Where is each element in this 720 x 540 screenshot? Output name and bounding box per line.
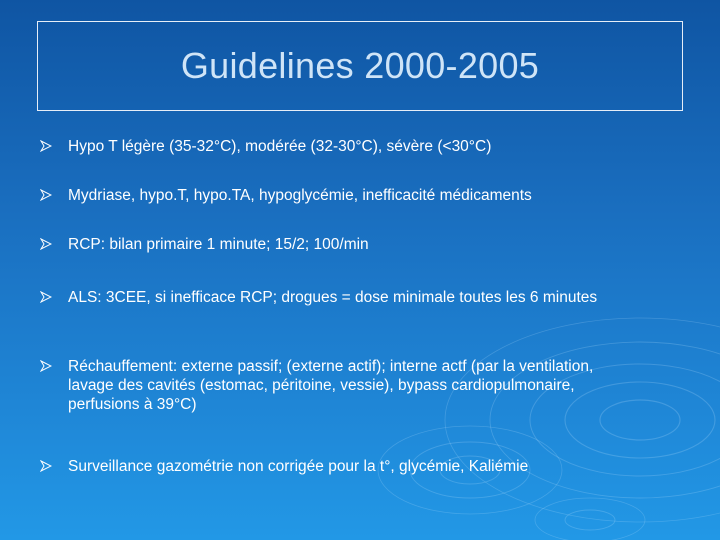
arrowhead-bullet-icon xyxy=(40,235,68,253)
bullet-item xyxy=(40,288,640,307)
bullet-text: Réchauffement: externe passif; (externe actif); interne actf (par la ventilation, lavage des cavités (estomac, péritoine, vessie), bypass cardiopulmonaire, perfusions à 39°C) xyxy=(68,358,594,413)
arrowhead-bullet-icon xyxy=(40,288,68,306)
bullet-text: Hypo T légère (35-32°C), modérée (32-30°C), sévère (<30°C) xyxy=(68,138,492,155)
bullet-item xyxy=(40,186,640,205)
bullet-text: Surveillance gazométrie non corrigée pour la t°, glycémie, Kaliémie xyxy=(68,458,529,475)
arrowhead-bullet-icon xyxy=(40,457,68,475)
arrowhead-bullet-icon xyxy=(40,137,68,155)
bullet-text: RCP: bilan primaire 1 minute; 15/2; 100/min xyxy=(68,236,369,253)
bullet-text: Mydriase, hypo.T, hypo.TA, hypoglycémie, inefficacité médicaments xyxy=(68,187,532,204)
bullet-item xyxy=(40,457,640,476)
bullet-item xyxy=(40,357,640,414)
slide-title: Guidelines 2000-2005 xyxy=(180,45,540,86)
bullet-item xyxy=(40,137,640,156)
arrowhead-bullet-icon xyxy=(40,357,68,375)
arrowhead-bullet-icon xyxy=(40,186,68,204)
bullet-item xyxy=(40,235,640,254)
bullet-text: ALS: 3CEE, si inefficace RCP; drogues = dose minimale toutes les 6 minutes xyxy=(68,289,598,306)
